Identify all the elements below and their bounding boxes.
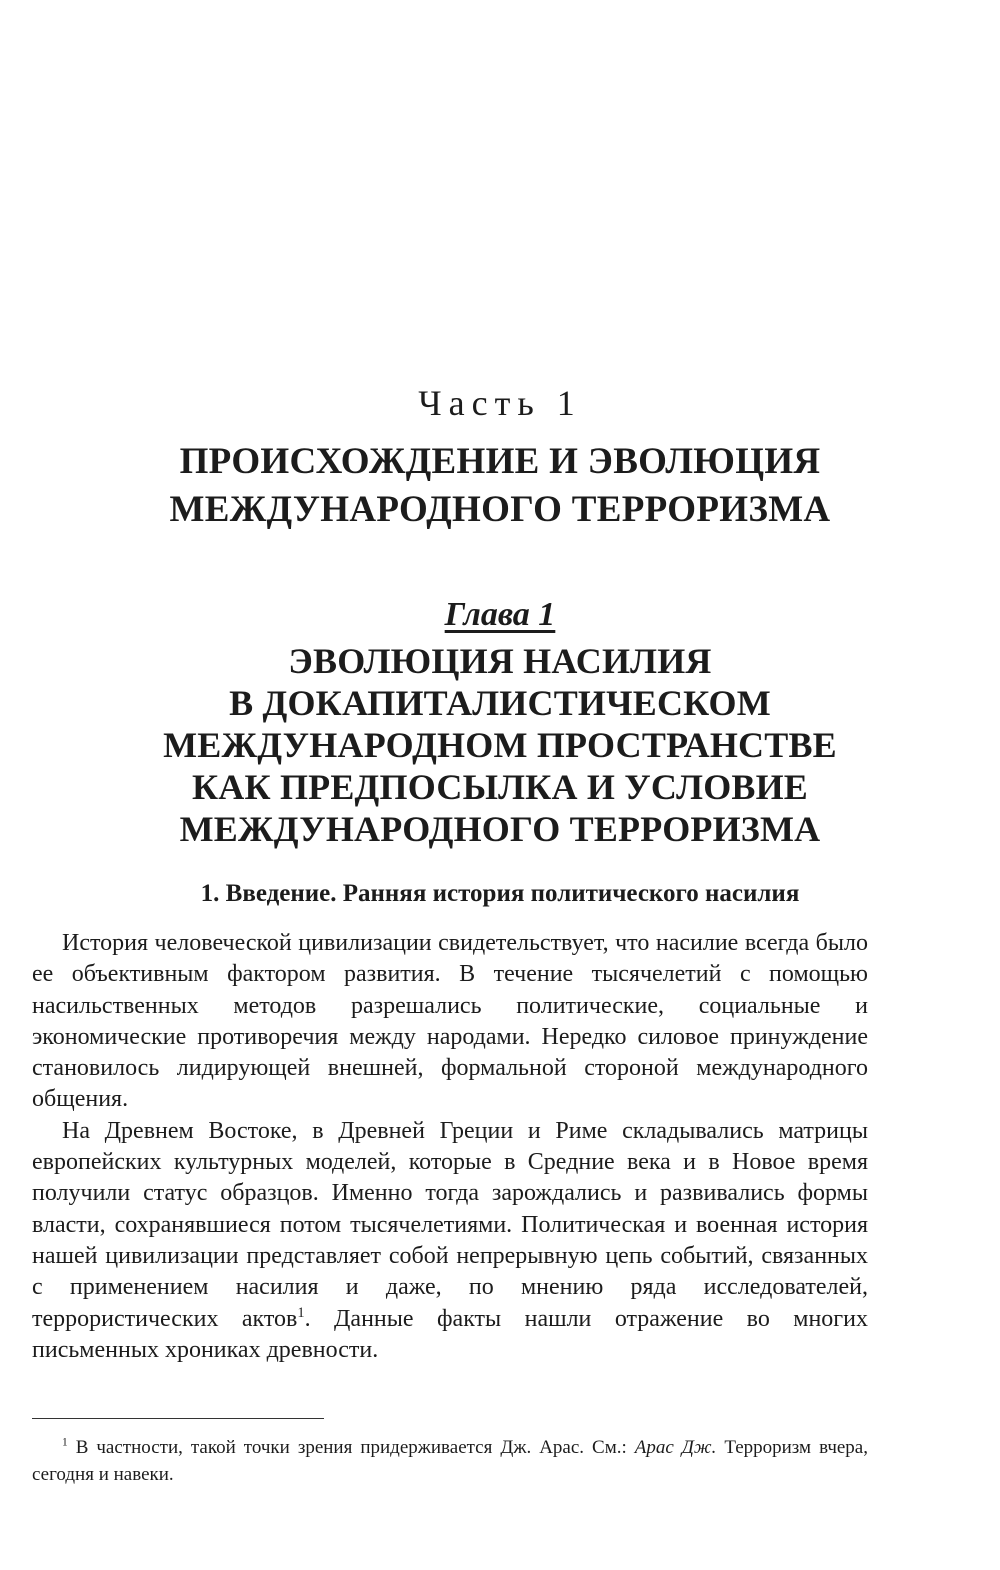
chapter-title-line: МЕЖДУНАРОДНОГО ТЕРРОРИЗМА	[179, 809, 821, 849]
footnote-reference: 1	[297, 1304, 305, 1321]
chapter-title-line: КАК ПРЕДПОСЫЛКА И УСЛОВИЕ	[191, 767, 809, 807]
chapter-title-line: ЭВОЛЮЦИЯ НАСИЛИЯ	[288, 641, 712, 681]
chapter-title	[0, 640, 1000, 850]
footnote-text: Терроризм вчера, сегодня и навеки.	[32, 1437, 868, 1485]
section-heading: 1. Введение. Ранняя история политического насилия	[200, 880, 800, 907]
part-title-line: МЕЖДУНАРОДНОГО ТЕРРОРИЗМА	[169, 489, 831, 530]
chapter-title-line: В ДОКАПИТАЛИСТИЧЕСКОМ	[229, 683, 771, 723]
paragraph-text: На Древнем Востоке, в Древней Греции и Риме складывались матрицы европейских культурных моделей, которые в Средние века и в Новое время получили статус образцов. Именно тогда зарождались и развивались формы власти, сохранявшиеся потом тысячелетиями. Политическая и военная история нашей цивилизации представляет собой непрерывную цепь событий, связанных с применением насилия и даже, по мнению ряда исследователей, террористических актов	[32, 1117, 868, 1332]
paragraph-text: . Данные факты нашли отражение во многих письменных хрониках древности.	[32, 1305, 868, 1363]
footnote-mark: 1	[62, 1436, 68, 1449]
footnote-divider	[32, 1418, 324, 1419]
footnote-author: Арас Дж.	[634, 1437, 717, 1458]
part-label: Часть 1	[418, 383, 582, 423]
paragraph: История человеческой цивилизации свидетельствует, что насилие всегда было ее объективным фактором развития. В течение тысячелетий с помощью насильственных методов разрешались политические, социальные и экономические противоречия между народами. Нередко силовое принуждение становилось лидирующей внешней, формальной стороной международного общения.	[32, 930, 868, 1113]
part-title-line: ПРОИСХОЖДЕНИЕ И ЭВОЛЮЦИЯ	[179, 441, 821, 482]
paragraph	[32, 1116, 868, 1366]
footnote-text: В частности, такой точки зрения придерживается Дж. Арас. См.:	[67, 1437, 635, 1458]
footnote	[32, 1434, 868, 1488]
chapter-title-line: МЕЖДУНАРОДНОМ ПРОСТРАНСТВЕ	[163, 725, 837, 765]
body-text	[32, 928, 868, 1366]
part-title	[0, 438, 1000, 534]
chapter-label: Глава 1	[444, 596, 556, 633]
